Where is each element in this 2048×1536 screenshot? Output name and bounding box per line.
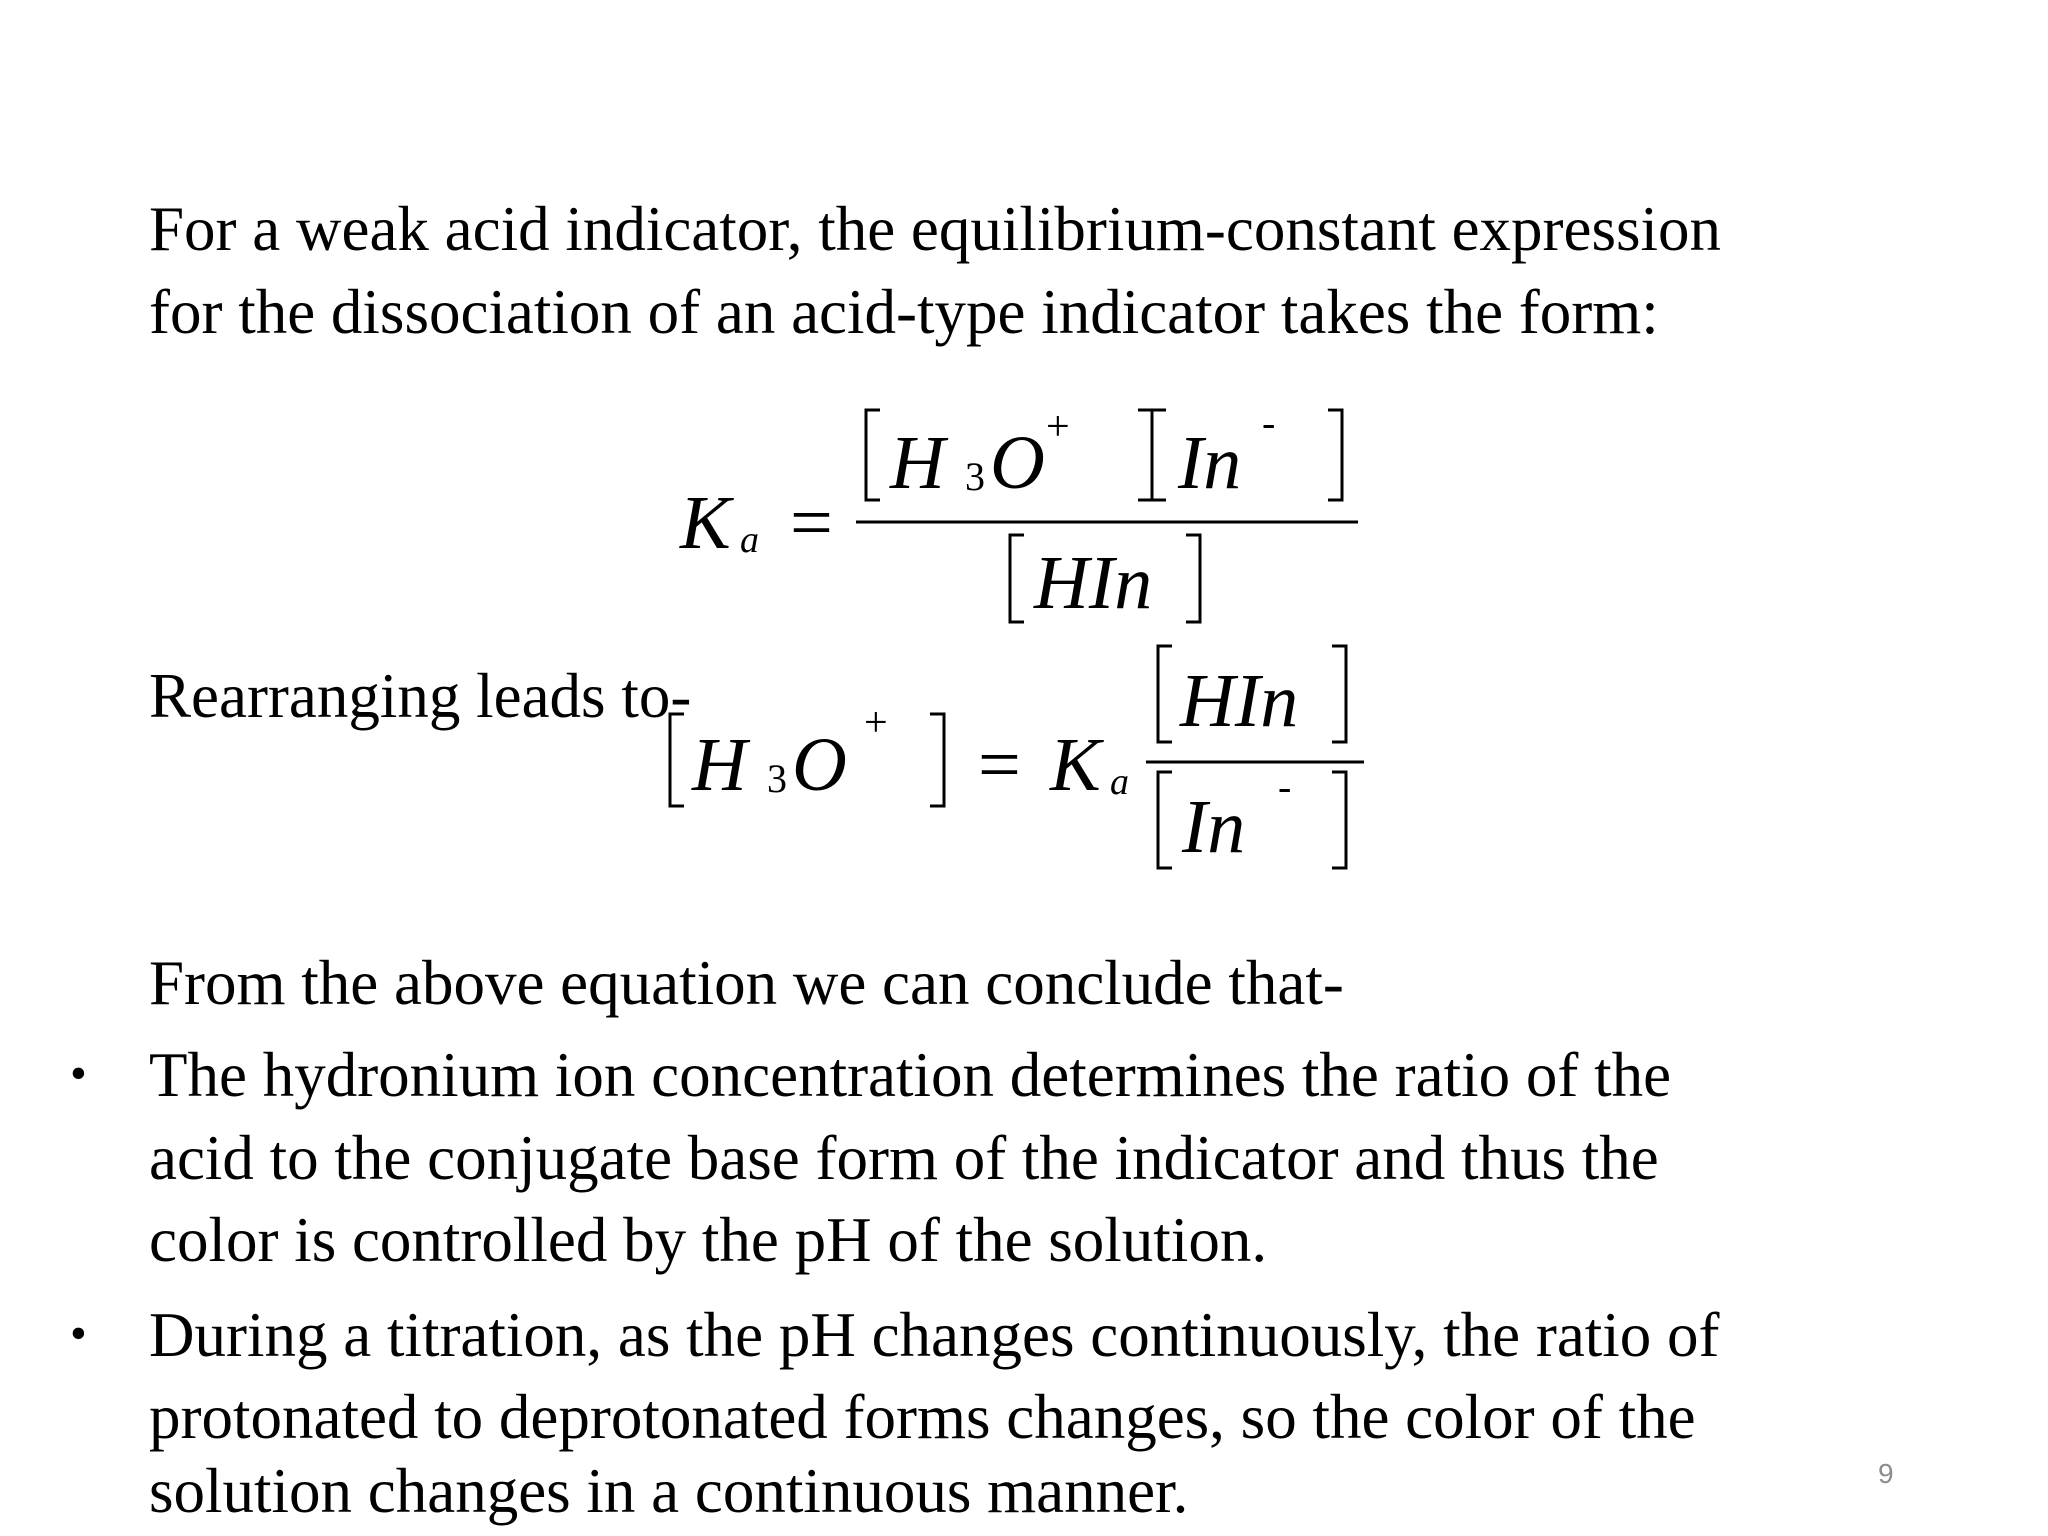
bullet-1-line-1: The hydronium ion concentration determines the ratio of the	[149, 1040, 1672, 1110]
eq2-den-in: In	[1182, 785, 1246, 869]
eq2-bracket-hin-right	[1332, 646, 1346, 742]
eq2-lhs-h: H	[692, 723, 747, 807]
eq1-equals: =	[790, 481, 833, 565]
eq1-num-in: In	[1178, 421, 1242, 505]
bullet-2-line-2: protonated to deprotonated forms changes, so the color of the	[149, 1382, 1696, 1452]
eq1-k-subscript: a	[740, 519, 759, 561]
eq1-num-h: H	[890, 421, 945, 505]
eq2-bracket-h3o-left	[670, 714, 684, 806]
bullet-marker-1: •	[70, 1047, 87, 1100]
eq1-num-plus: +	[1046, 404, 1070, 450]
rearranging-label: Rearranging leads to-	[149, 661, 692, 731]
bullet-2-line-3: solution changes in a continuous manner.	[149, 1456, 1189, 1526]
eq2-k-symbol: K	[1050, 723, 1101, 807]
page-number: 9	[1878, 1458, 1894, 1489]
eq2-num-hin: HIn	[1180, 659, 1299, 743]
eq2-k-subscript: a	[1110, 761, 1129, 803]
eq2-bracket-in-left	[1158, 772, 1172, 868]
eq2-equals: =	[978, 723, 1021, 807]
eq2-den-minus: -	[1278, 764, 1292, 809]
eq2-lhs-3: 3	[767, 756, 787, 801]
eq1-num-o: O	[990, 421, 1045, 505]
intro-line-1: For a weak acid indicator, the equilibrium-constant expression	[149, 194, 1722, 264]
eq2-bracket-in-right	[1332, 772, 1346, 868]
eq1-num-3: 3	[965, 454, 985, 499]
intro-line-2: for the dissociation of an acid-type indicator takes the form:	[149, 277, 1659, 347]
bullet-1-line-2: acid to the conjugate base form of the indicator and thus the	[149, 1123, 1659, 1193]
eq1-den-hin: HIn	[1034, 541, 1153, 625]
conclusion-intro: From the above equation we can conclude that-	[149, 948, 1344, 1018]
eq1-k-symbol: K	[680, 481, 731, 565]
eq1-num-minus: -	[1262, 400, 1276, 445]
bullet-2-line-1: During a titration, as the pH changes continuously, the ratio of	[149, 1300, 1720, 1370]
eq2-lhs-o: O	[792, 723, 847, 807]
eq2-bracket-hin-left	[1158, 646, 1172, 742]
eq2-lhs-plus: +	[864, 700, 888, 746]
bullet-1-line-3: color is controlled by the pH of the solution.	[149, 1205, 1268, 1275]
eq2-bracket-h3o-right	[930, 714, 944, 806]
bullet-marker-2: •	[70, 1307, 87, 1360]
